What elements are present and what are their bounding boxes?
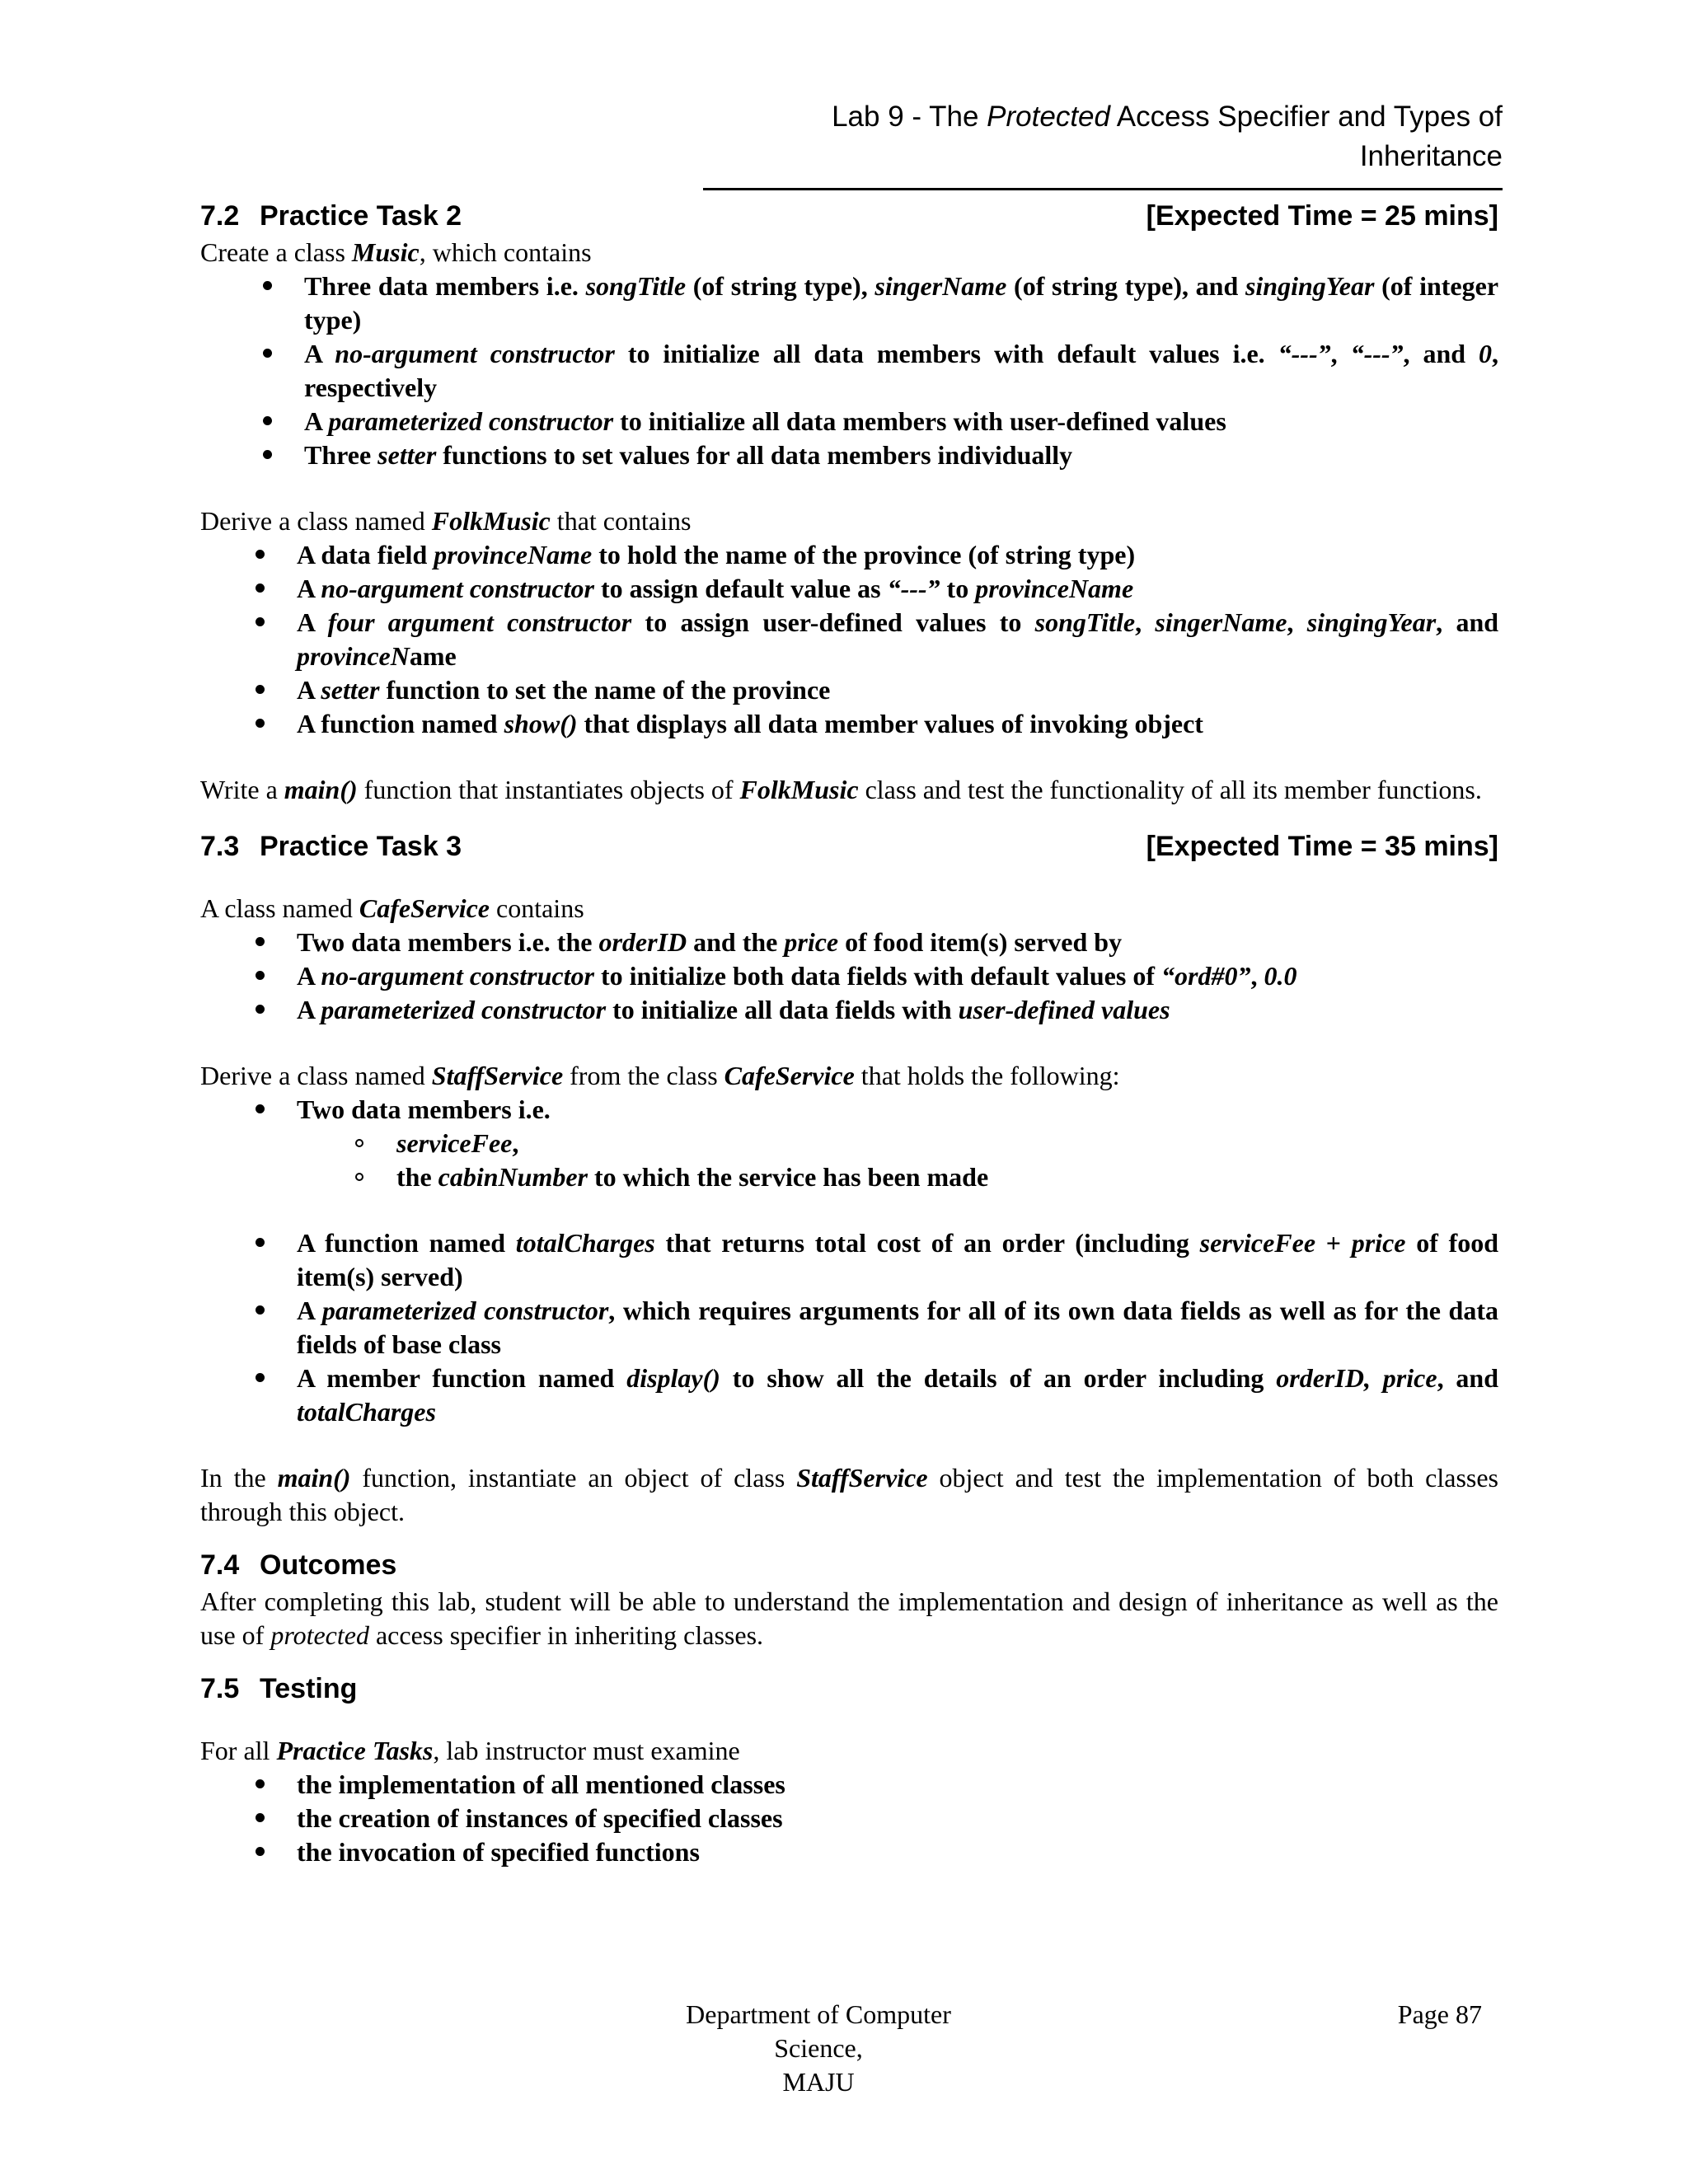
paragraph: After completing this lab, student will be able to understand the implementation and design of inheritance as well as the use of protected access specifier in inheriting classes. — [200, 1586, 1498, 1650]
expected-time: [Expected Time = 35 mins] — [1146, 831, 1498, 862]
section-heading-7-5: 7.5 Testing — [200, 1673, 358, 1704]
bullet-list — [200, 269, 1498, 472]
list-item: Two data members i.e. the orderID and the price of food item(s) served by — [297, 926, 1498, 959]
list-item: Three setter functions to set values for all data members individually — [304, 438, 1498, 472]
bullet-icon — [256, 583, 265, 593]
bullet-icon — [256, 1813, 265, 1822]
list-item: A no-argument constructor to initialize both data fields with default values of “ord#0”, 0.0 — [297, 959, 1498, 993]
list-item: A function named show() that displays all data member values of invoking object — [297, 707, 1498, 741]
list-item: Two data members i.e. serviceFee, the cabinNumber to which the service has been made — [297, 1093, 1498, 1194]
list-item: A parameterized constructor to initialize all data fields with user-defined values — [297, 993, 1498, 1027]
bullet-icon — [256, 1373, 265, 1382]
bullet-icon — [263, 281, 272, 290]
bullet-icon — [256, 550, 265, 559]
bullet-icon — [263, 416, 272, 425]
bullet-icon — [256, 1779, 265, 1788]
paragraph: For all Practice Tasks, lab instructor must examine — [200, 1736, 740, 1765]
bullet-icon — [256, 617, 265, 626]
section-heading-7-3: 7.3 Practice Task 3 [Expected Time = 35 mins] — [200, 827, 1498, 866]
circle-bullet-icon — [355, 1139, 363, 1147]
bullet-icon — [263, 450, 272, 459]
paragraph: Derive a class named FolkMusic that contains — [200, 506, 692, 536]
bullet-icon — [256, 719, 265, 728]
list-item: A data field provinceName to hold the name of the province (of string type) — [297, 538, 1498, 572]
bullet-icon — [263, 349, 272, 358]
bullet-icon — [256, 971, 265, 980]
list-item: A no-argument constructor to initialize all data members with default values i.e. “---”, “---”, and 0, respectively — [304, 337, 1498, 405]
bullet-icon — [256, 685, 265, 694]
page-number: Page 87 — [1397, 1999, 1482, 2029]
bullet-icon — [256, 937, 265, 946]
paragraph: A class named CafeService contains — [200, 893, 584, 923]
sub-list-item: serviceFee, — [396, 1127, 1498, 1160]
bullet-icon — [256, 1104, 265, 1113]
list-item: the invocation of specified functions — [297, 1835, 1498, 1869]
bullet-list — [200, 926, 1498, 1027]
list-item: A member function named display() to show all the details of an order including orderID, price, and totalCharges — [297, 1361, 1498, 1429]
list-item: A parameterized constructor, which requires arguments for all of its own data fields as well as for the data fields of base class — [297, 1294, 1498, 1361]
list-item: A four argument constructor to assign user-defined values to songTitle, singerName, singingYear, and provinceName — [297, 606, 1498, 673]
bullet-list — [200, 1226, 1498, 1429]
expected-time: [Expected Time = 25 mins] — [1146, 200, 1498, 232]
list-item: A parameterized constructor to initialize all data members with user-defined values — [304, 405, 1498, 438]
paragraph: Create a class Music, which contains — [200, 237, 592, 267]
section-heading-7-4: 7.4 Outcomes — [200, 1549, 397, 1581]
bullet-list — [200, 1768, 1498, 1869]
department-name: Department of Computer Science, MAJU — [686, 1999, 951, 2097]
paragraph: Derive a class named StaffService from the class CafeService that holds the following: — [200, 1061, 1120, 1090]
list-item: A no-argument constructor to assign default value as “---” to provinceName — [297, 572, 1498, 606]
list-item: A setter function to set the name of the province — [297, 673, 1498, 707]
list-item: the implementation of all mentioned classes — [297, 1768, 1498, 1802]
bullet-icon — [256, 1847, 265, 1856]
bullet-list — [200, 1093, 1498, 1194]
bullet-icon — [256, 1305, 265, 1315]
sub-list — [297, 1127, 1498, 1194]
circle-bullet-icon — [355, 1173, 363, 1181]
list-item: Three data members i.e. songTitle (of string type), singerName (of string type), and singingYear (of integer type) — [304, 269, 1498, 337]
page-content — [200, 196, 1498, 1869]
paragraph: Write a main() function that instantiates objects of FolkMusic class and test the functionality of all its member functions. — [200, 775, 1482, 804]
paragraph: In the main() function, instantiate an object of class StaffService object and test the implementation of both classes through this object. — [200, 1463, 1498, 1526]
page-header: Lab 9 - The Protected Access Specifier and Types of Inheritance — [703, 97, 1503, 190]
bullet-list — [200, 538, 1498, 741]
bullet-icon — [256, 1005, 265, 1014]
sub-list-item: the cabinNumber to which the service has been made — [396, 1160, 1498, 1194]
bullet-icon — [256, 1238, 265, 1247]
section-heading-7-2: 7.2 Practice Task 2 [Expected Time = 25 mins] — [200, 196, 1498, 236]
list-item: the creation of instances of specified classes — [297, 1802, 1498, 1835]
list-item: A function named totalCharges that returns total cost of an order (including serviceFee + price of food item(s) served) — [297, 1226, 1498, 1294]
